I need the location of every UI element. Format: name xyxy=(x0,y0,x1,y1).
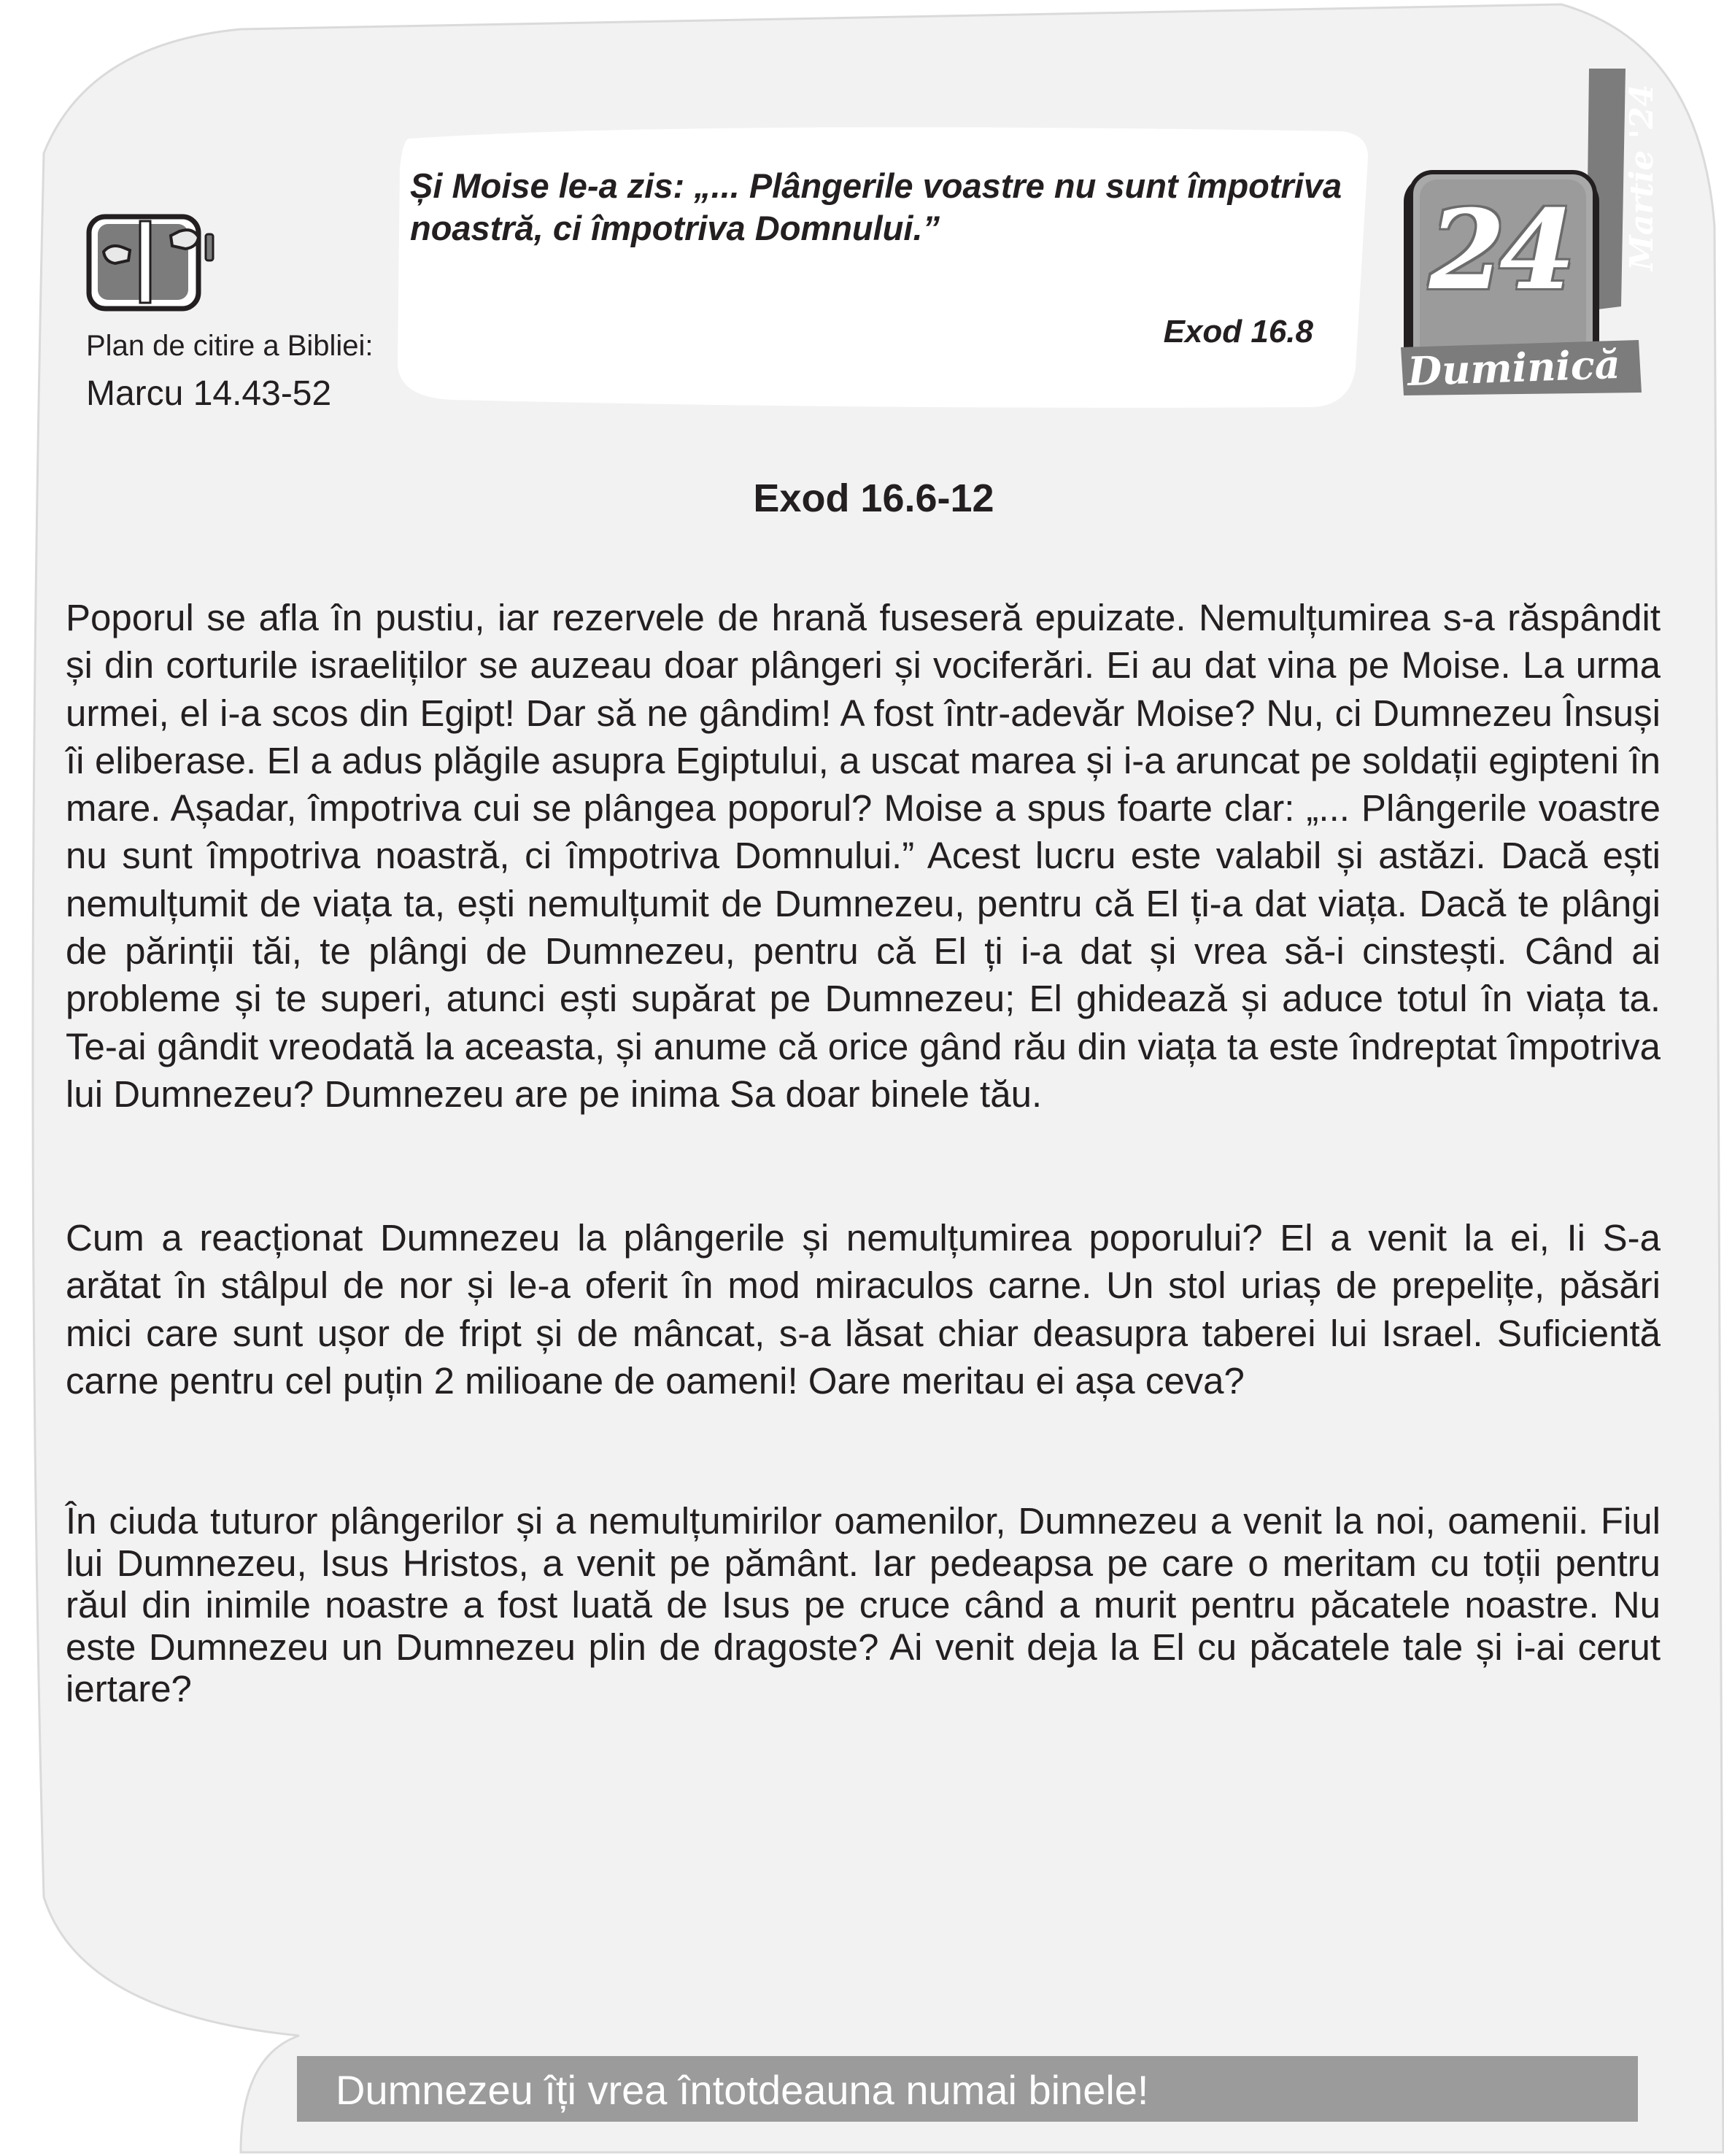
body-paragraph-3: În ciuda tuturor plângerilor și a nemulțumirilor oamenilor, Dumnezeu a venit la noi, oamenii. Fiul lui Dumnezeu, Isus Hristos, a venit pe pământ. Iar pedeapsa pe care o meritam cu toții pentru răul din inimile noastre a fost luată de Isus pe cruce când a murit pentru păcatele noastre. Nu este Dumnezeu un Dumnezeu plin de dragoste? Ai venit deja la El cu păcatele tale și i-ai cerut iertare? xyxy=(66,1500,1661,1709)
month-year: Martie '24 xyxy=(1623,84,1661,271)
reading-plan-label: Plan de citire a Bibliei: xyxy=(86,330,374,362)
reading-plan-reference: Marcu 14.43-52 xyxy=(86,374,332,413)
body-paragraph-2: Cum a reacționat Dumnezeu la plângerile și nemulțumirea poporului? El a venit la ei, Ii S-a arătat în stâlpul de nor și le-a oferit în mod miraculos carne. Un stol uriaș de prepelițe, păsări mici care sunt ușor de fript și de mâncat, s-a lăsat chiar deasupra taberei lui Israel. Suficientă carne pentru cel puțin 2 milioane de oameni! Oare meritau ei așa ceva? xyxy=(66,1217,1661,1402)
bible-book-icon xyxy=(82,208,220,317)
key-verse-text: Și Moise le-a zis: „... Plângerile voastre nu sunt împotriva noastră, ci împotriva Domnului.” xyxy=(410,166,1342,247)
day-number: 24 xyxy=(1429,186,1570,314)
body-paragraph-1: Poporul se afla în pustiu, iar rezervele de hrană fuseseră epuizate. Nemulțumirea s-a răspândit și din corturile israeliților se auzeau doar plângeri și vociferări. Ei au dat vina pe Moise. La urma urmei, el i-a scos din Egipt! Dar să ne gândim! A fost într-adevăr Moise? Nu, ci Dumnezeu Însuși îi eliberase. El a adus plăgile asupra Egiptului, a uscat marea și i-a aruncat pe soldații egipteni în mare. Așadar, împotriva cui se plângea poporul? Moise a spus foarte clar: „... Plângerile voastre nu sunt împotriva noastră, ci împotriva Domnului.” Acest lucru este valabil și astăzi. Dacă ești nemulțumit de viața ta, ești nemulțumit de Dumnezeu, pentru că El ți-a dat viața. Dacă te plângi de părinții tăi, te plângi de Dumnezeu, pentru că El ți i-a dat și vrea să-i cinstești. Când ai probleme și te superi, atunci ești supărat pe Dumnezeu; El ghidează și aduce totul în viața ta. Te-ai gândit vreodată la aceasta, și anume că orice gând rău din viața ta este îndreptat împotriva lui Dumnezeu? Dumnezeu are pe inima Sa doar binele tău. xyxy=(66,597,1661,1115)
key-verse-reference: Exod 16.8 xyxy=(1163,314,1313,349)
reading-title: Exod 16.6-12 xyxy=(753,476,994,520)
weekday: Duminică xyxy=(1407,340,1621,395)
footer-motto: Dumnezeu îți vrea întotdeauna numai binele! xyxy=(336,2067,1149,2113)
